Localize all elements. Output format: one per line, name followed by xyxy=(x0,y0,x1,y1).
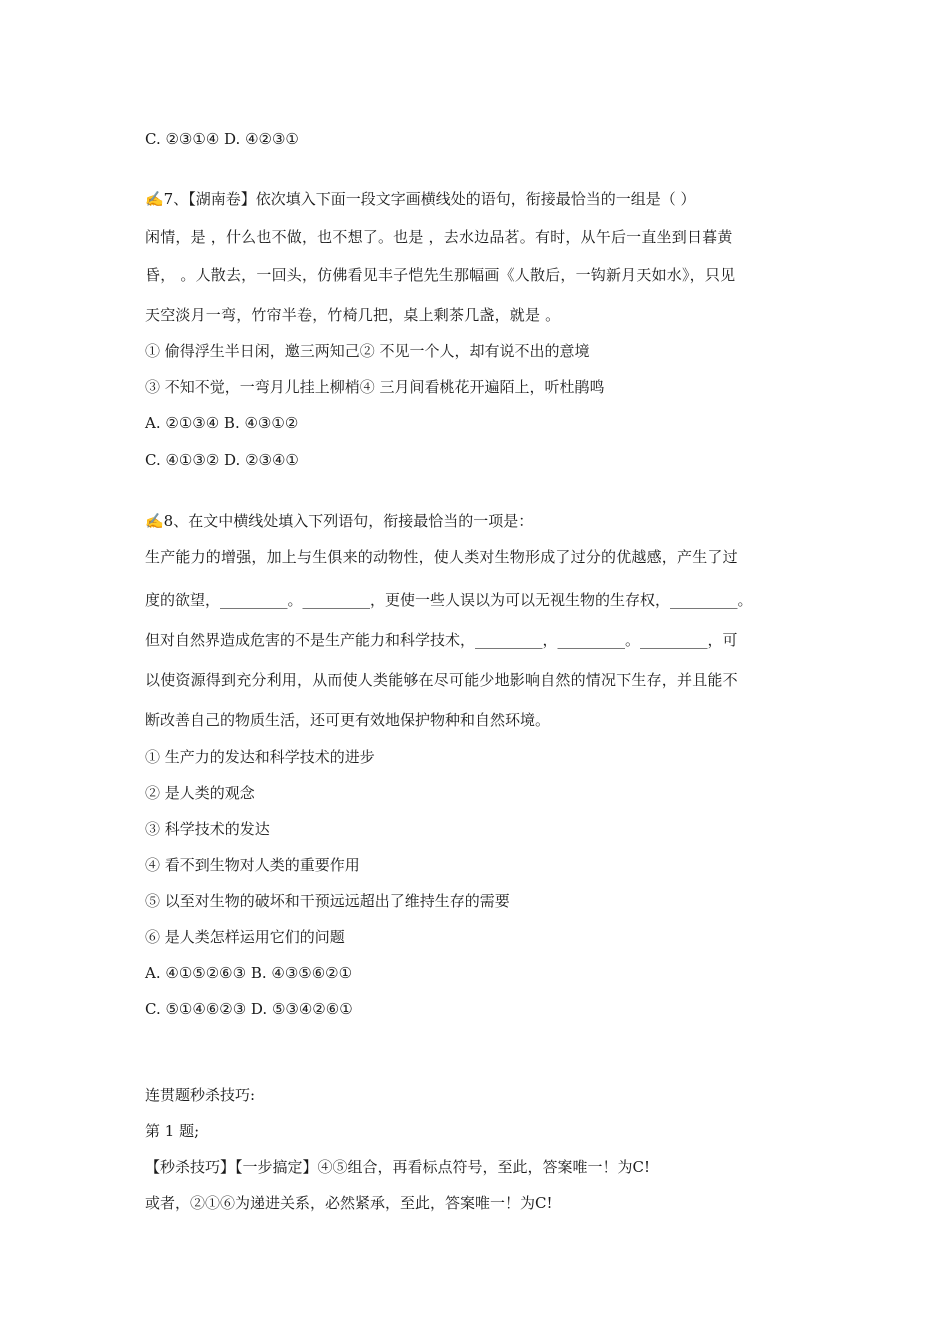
q8-item-3: ③ 科学技术的发达 xyxy=(145,820,270,838)
tips-heading: 连贯题秒杀技巧: xyxy=(145,1086,256,1104)
q8-title: ✍8、在文中横线处填入下列语句，衔接最恰当的一项是： xyxy=(145,512,534,530)
q7-passage-line-2: 昏， 。人散去，一回头，仿佛看见丰子恺先生那幅画《人散后，一钩新月天如水》，只见 xyxy=(145,266,736,284)
q7-options-cd: C. ④①③② D. ②③④① xyxy=(145,451,299,469)
tips-question-label: 第 1 题; xyxy=(145,1122,200,1140)
q8-passage-line-2: 度的欲望，_________。_________，更使一些人误以为可以无视生物的生存权，_________。 xyxy=(145,591,753,609)
q8-item-1: ① 生产力的发达和科学技术的进步 xyxy=(145,748,375,766)
q8-item-5: ⑤ 以至对生物的破坏和干预远远超出了维持生存的需要 xyxy=(145,892,510,910)
q8-options-cd: C. ⑤①④⑥②③ D. ⑤③④②⑥① xyxy=(145,1000,353,1018)
q7-item-line-1: ① 偷得浮生半日闲，邀三两知己② 不见一个人，却有说不出的意境 xyxy=(145,342,590,360)
q6-options-cd: C. ②③①④ D. ④②③① xyxy=(145,130,299,148)
q7-item-line-2: ③ 不知不觉，一弯月儿挂上柳梢④ 三月间看桃花开遍陌上，听杜鹃鸣 xyxy=(145,378,605,396)
tips-line-1: 【秒杀技巧】【一步搞定】④⑤组合，再看标点符号，至此，答案唯一！为C! xyxy=(145,1158,651,1176)
q8-options-ab: A. ④①⑤②⑥③ B. ④③⑤⑥②① xyxy=(145,964,353,982)
q7-options-ab: A. ②①③④ B. ④③①② xyxy=(145,414,299,432)
q8-passage-line-1: 生产能力的增强，加上与生俱来的动物性，使人类对生物形成了过分的优越感，产生了过 xyxy=(145,548,738,566)
q7-passage-line-1: 闲情，是 ，什么也不做，也不想了。也是 ，去水边品茗。有时，从午后一直坐到日暮黄 xyxy=(145,228,733,246)
q8-passage-line-5: 断改善自己的物质生活，还可更有效地保护物种和自然环境。 xyxy=(145,711,551,729)
q7-title: ✍7、【湖南卷】依次填入下面一段文字画横线处的语句，衔接最恰当的一组是（ ） xyxy=(145,190,696,208)
q7-passage-line-3: 天空淡月一弯，竹帘半卷，竹椅几把，桌上剩茶几盏，就是 。 xyxy=(145,306,561,324)
q8-item-2: ② 是人类的观念 xyxy=(145,784,255,802)
q8-passage-line-3: 但对自然界造成危害的不是生产能力和科学技术，_________，_________。_________，可 xyxy=(145,631,738,649)
tips-line-2: 或者，②①⑥为递进关系，必然紧承，至此，答案唯一！为C! xyxy=(145,1194,553,1212)
q8-passage-line-4: 以使资源得到充分利用，从而使人类能够在尽可能少地影响自然的情况下生存，并且能不 xyxy=(145,671,738,689)
q8-item-6: ⑥ 是人类怎样运用它们的问题 xyxy=(145,928,345,946)
q8-item-4: ④ 看不到生物对人类的重要作用 xyxy=(145,856,360,874)
